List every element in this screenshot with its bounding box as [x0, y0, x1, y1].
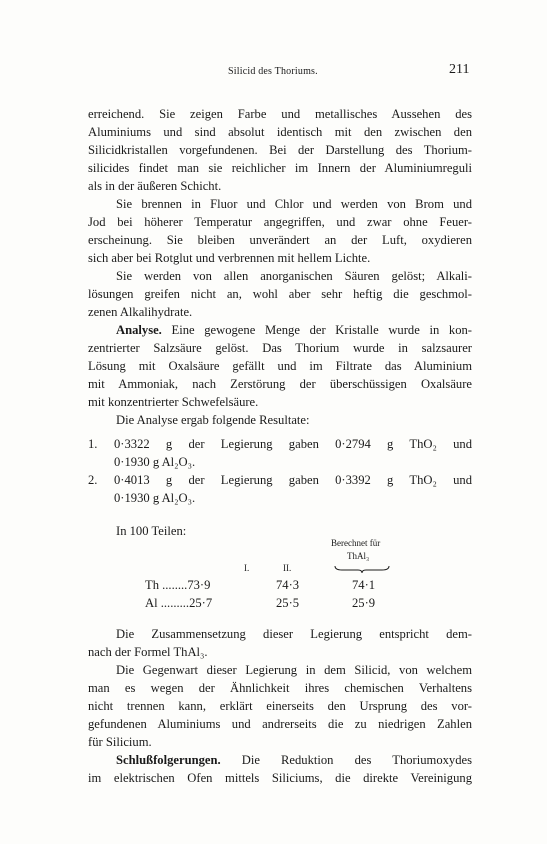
text-line: Die Analyse ergab folgende Resultate: — [116, 413, 310, 427]
text-line — [88, 321, 472, 339]
body-text-bottom — [88, 625, 472, 787]
text-line: mit Ammoniak, nach Zerstörung der überschüssigen Oxalsäure — [88, 377, 472, 391]
text-line: silicides findet man sie reichlicher im Innern der Aluminiumreguli — [88, 161, 472, 175]
text-fragment: Eine gewogene Menge der Kristalle wurde in kon- — [161, 323, 472, 337]
row-label-th: Th ........73·9 — [145, 578, 211, 592]
text-line: erreichend. Sie zeigen Farbe und metallisches Aussehen des — [88, 107, 472, 121]
text-line: Aluminiums und sind absolut identisch mit den zwischen den — [88, 125, 472, 139]
text-fragment: Die Reduktion des Thoriumoxydes — [220, 753, 472, 767]
text-line: Lösung mit Oxalsäure gefällt und im Filtrate das Aluminium — [88, 359, 472, 373]
cell-al-ii: 25·5 — [276, 596, 300, 610]
paragraph-formula — [88, 625, 472, 661]
row-label-al: Al .........25·7 — [145, 596, 213, 610]
result-number: 1. — [88, 437, 98, 451]
text-line: 0·1930 g Al₂O₃. — [114, 491, 196, 505]
text-line: erscheinung. Sie bleiben unverändert an der Luft, oxydieren — [88, 233, 472, 247]
body-text-top — [88, 105, 472, 429]
column-header-ii: II. — [283, 563, 292, 573]
cell-al-calc: 25·9 — [352, 596, 376, 610]
cell-th-ii: 74·3 — [276, 578, 300, 592]
paragraph-burning — [88, 195, 472, 267]
text-line: 0·4013 g der Legierung gaben 0·3392 g ThO₂ und — [114, 473, 472, 487]
conclusions-heading: Schlußfolgerungen. — [116, 753, 221, 767]
text-line: Die Zusammensetzung dieser Legierung entspricht dem- — [116, 627, 472, 641]
text-line: Silicidkristallen vorgefundenen. Bei der Darstellung des Thorium- — [88, 143, 472, 157]
text-line — [88, 751, 472, 769]
cell-th-calc: 74·1 — [352, 578, 376, 592]
text-line: lösungen greifen nicht an, wohl aber sehr heftig die geschmol- — [88, 287, 472, 301]
result-number: 2. — [88, 473, 98, 487]
analysis-heading: Analyse. — [116, 323, 162, 337]
text-line: zentrierter Salzsäure gelöst. Das Thorium wurde in salzsaurer — [88, 341, 472, 355]
text-line: Jod bei höherer Temperatur angegriffen, und zwar ohne Feuer- — [88, 215, 472, 229]
text-line: 0·1930 g Al₂O₃. — [114, 455, 196, 469]
text-line: Die Gegenwart dieser Legierung in dem Silicid, von welchem — [116, 663, 472, 677]
text-line: man es wegen der Ähnlichkeit ihres chemischen Verhaltens — [88, 681, 472, 695]
calc-formula: ThAl₃ — [347, 551, 370, 561]
brace-icon — [334, 564, 390, 574]
page-number: 211 — [449, 62, 470, 77]
text-line: nach der Formel ThAl₃. — [88, 645, 208, 659]
text-line: gefundenen Aluminiums und andrerseits die zu niedrigen Zahlen — [88, 717, 472, 731]
text-line: mit konzentrierter Schwefelsäure. — [88, 395, 259, 409]
running-header — [0, 62, 547, 82]
text-line: für Silicium. — [88, 735, 152, 749]
text-line: nicht trennen kann, erklärt einerseits den Ursprung des vor- — [88, 699, 472, 713]
text-line: als in der äußeren Schicht. — [88, 179, 222, 193]
paragraph-conclusions — [88, 751, 472, 787]
paragraph-results-intro — [88, 411, 472, 429]
text-line: Sie brennen in Fluor und Chlor und werden von Brom und — [116, 197, 472, 211]
text-line: 0·3322 g der Legierung gaben 0·2794 g ThO₂ und — [114, 437, 472, 451]
text-line: Sie werden von allen anorganischen Säuren gelöst; Alkali- — [116, 269, 472, 283]
paragraph-aluminium-crystals — [88, 105, 472, 195]
text-line: im elektrischen Ofen mittels Siliciums, die direkte Vereinigung — [88, 771, 472, 785]
paragraph-acids — [88, 267, 472, 321]
calc-label: Berechnet für — [331, 538, 381, 548]
paragraph-presence — [88, 661, 472, 751]
text-line: sich aber bei Rotglut und verbrennen mit hellem Lichte. — [88, 251, 371, 265]
running-title: Silicid des Thoriums. — [228, 66, 318, 77]
paragraph-analysis — [88, 321, 472, 411]
column-header-i: I. — [244, 563, 250, 573]
table-caption: In 100 Teilen: — [116, 524, 187, 538]
text-line: zenen Alkalihydrate. — [88, 305, 193, 319]
